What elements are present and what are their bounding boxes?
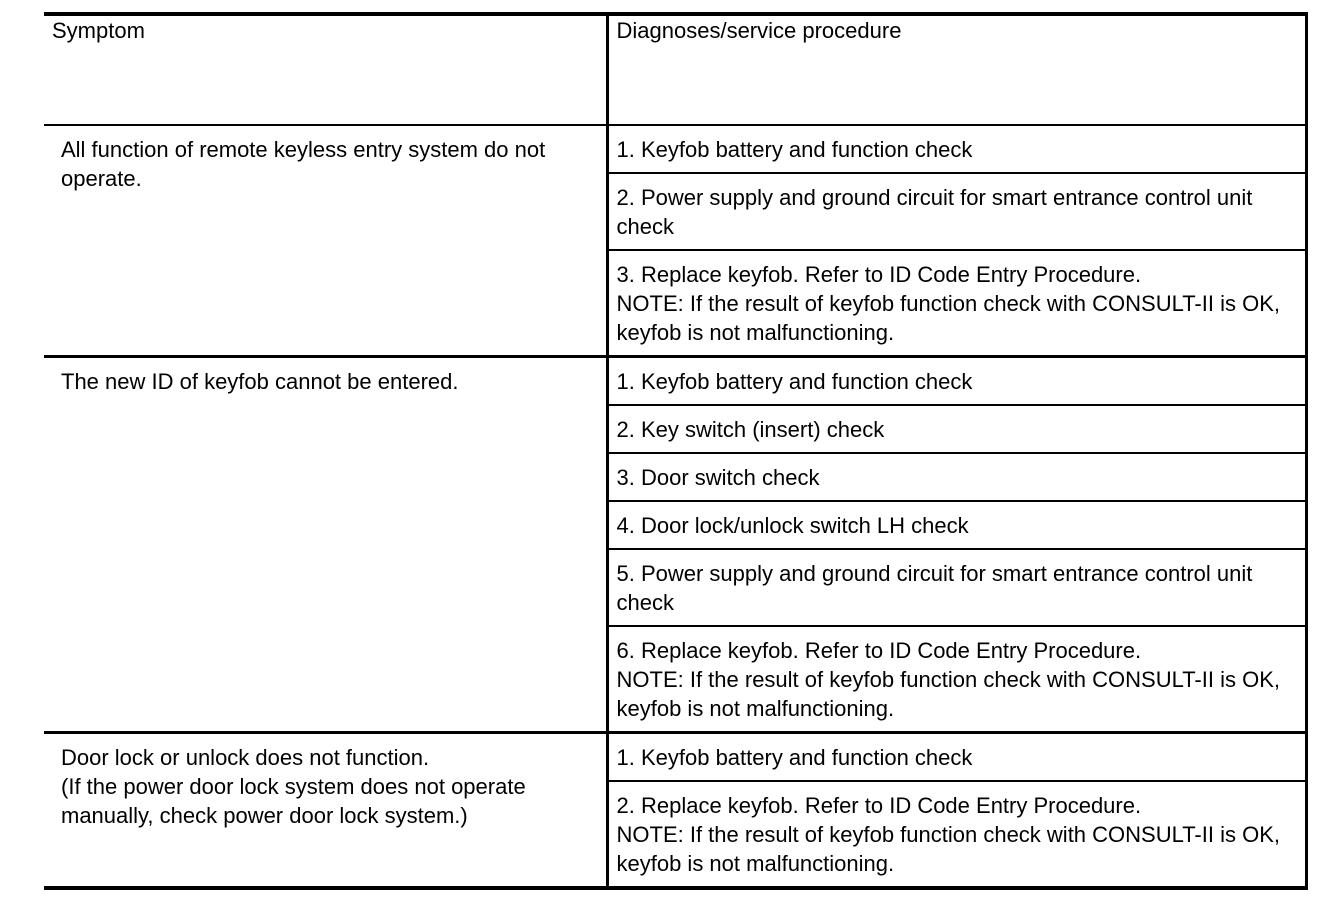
table-row bbox=[44, 733, 1306, 782]
procedure-step-cell: 5. Power supply and ground circuit for smart entrance control unit check bbox=[607, 549, 1306, 626]
symptom-cell-new-id-cannot-be-entered: The new ID of keyfob cannot be entered. bbox=[44, 357, 607, 733]
table-row bbox=[44, 125, 1306, 173]
procedure-step-cell: 6. Replace keyfob. Refer to ID Code Entry Procedure. NOTE: If the result of keyfob function check with CONSULT-II is OK, keyfob is not malfunctioning. bbox=[607, 626, 1306, 733]
procedure-step-cell: 2. Power supply and ground circuit for smart entrance control unit check bbox=[607, 173, 1306, 250]
procedure-step-cell: 3. Replace keyfob. Refer to ID Code Entry Procedure. NOTE: If the result of keyfob function check with CONSULT-II is OK, keyfob is not malfunctioning. bbox=[607, 250, 1306, 357]
table-row bbox=[44, 357, 1306, 406]
procedure-step-cell: 2. Key switch (insert) check bbox=[607, 405, 1306, 453]
symptom-column-header: Symptom bbox=[44, 14, 607, 125]
procedure-step-cell: 4. Door lock/unlock switch LH check bbox=[607, 501, 1306, 549]
procedure-step-cell: 3. Door switch check bbox=[607, 453, 1306, 501]
procedure-step-cell: 1. Keyfob battery and function check bbox=[607, 357, 1306, 406]
procedure-step-cell: 2. Replace keyfob. Refer to ID Code Entry Procedure. NOTE: If the result of keyfob function check with CONSULT-II is OK, keyfob is not malfunctioning. bbox=[607, 781, 1306, 888]
procedure-step-cell: 1. Keyfob battery and function check bbox=[607, 733, 1306, 782]
table-body bbox=[44, 125, 1306, 888]
symptom-cell-all-functions-inoperative: All function of remote keyless entry system do not operate. bbox=[44, 125, 607, 357]
procedure-column-header: Diagnoses/service procedure bbox=[607, 14, 1306, 125]
procedure-step-cell: 1. Keyfob battery and function check bbox=[607, 125, 1306, 173]
header-row bbox=[44, 14, 1306, 125]
diagnosis-table bbox=[44, 12, 1308, 890]
symptom-cell-door-lock-unlock-not-functioning: Door lock or unlock does not function. (If the power door lock system does not operate manually, check power door lock system.) bbox=[44, 733, 607, 889]
